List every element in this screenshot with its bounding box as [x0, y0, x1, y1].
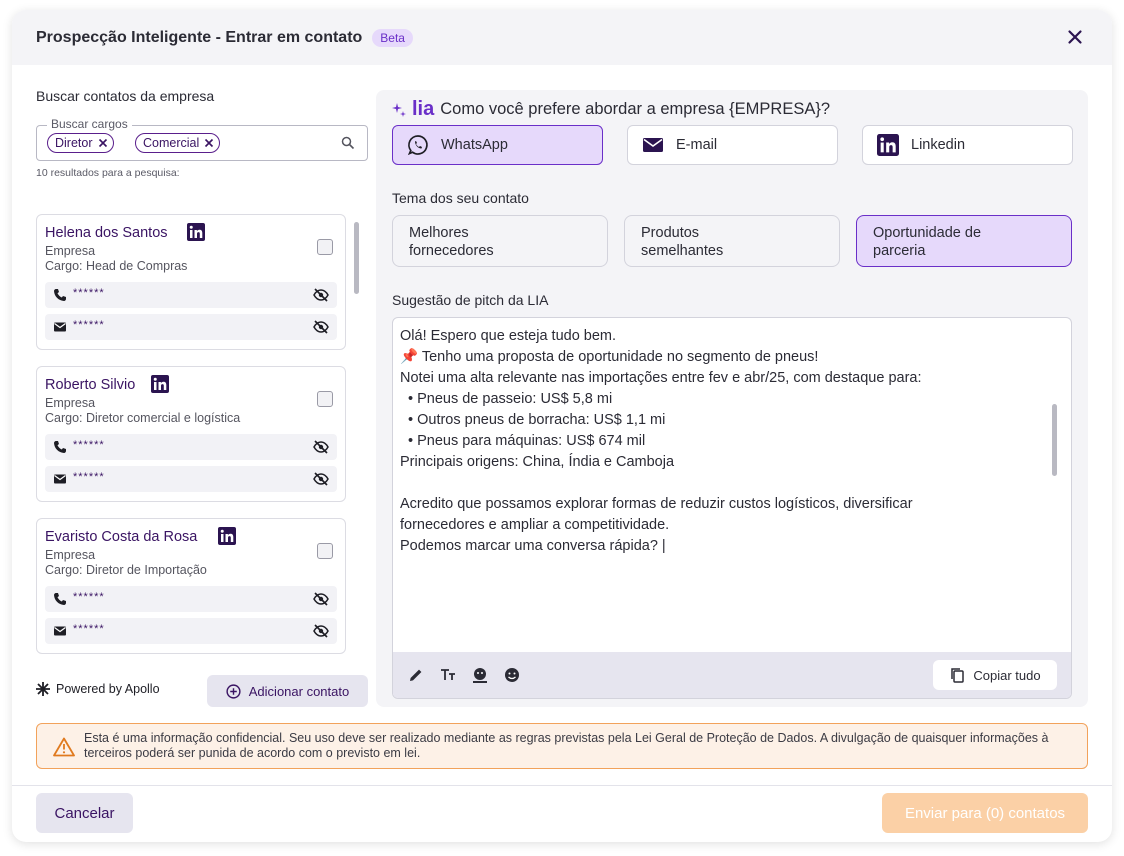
chip-diretor[interactable] — [47, 133, 114, 153]
contact-company: Empresa — [45, 396, 96, 410]
footer-divider — [12, 785, 1112, 786]
approach-panel — [376, 90, 1088, 707]
linkedin-icon[interactable] — [218, 527, 236, 545]
channel-label: E-mail — [676, 137, 718, 153]
lia-header — [392, 98, 830, 121]
search-roles-input[interactable] — [36, 117, 368, 161]
linkedin-icon[interactable] — [151, 375, 169, 393]
text-size-icon[interactable] — [439, 666, 457, 684]
linkedin-icon[interactable] — [187, 223, 205, 241]
pitch-editor[interactable] — [392, 317, 1072, 699]
send-button[interactable]: Enviar para (0) contatos — [882, 793, 1088, 833]
apollo-logo-icon — [36, 682, 50, 696]
topic-line: parceria — [873, 243, 926, 259]
phone-icon — [53, 288, 67, 302]
beta-badge: Beta — [372, 29, 413, 47]
contact-phone: ****** — [73, 439, 105, 451]
contact-phone-row — [45, 282, 337, 308]
linkedin-icon — [877, 134, 899, 156]
eye-off-icon[interactable] — [313, 591, 329, 607]
contact-phone-row — [45, 586, 337, 612]
channel-email[interactable] — [627, 125, 838, 165]
contact-phone: ****** — [73, 287, 105, 299]
close-icon[interactable] — [1064, 26, 1086, 48]
topic-melhores-fornecedores[interactable] — [392, 215, 608, 267]
contact-card — [36, 214, 346, 350]
results-count: 10 resultados para a pesquisa: — [36, 167, 180, 179]
powered-by-apollo — [36, 682, 160, 696]
copy-icon — [949, 667, 965, 683]
pitch-line: Notei uma alta relevante nas importações entre fev e abr/25, com destaque para: — [400, 370, 922, 386]
alert-message: Esta é uma informação confidencial. Seu uso deve ser realizado mediante as regras previstas pela Lei Geral de Proteção de Dados. A divulgação de quaisquer informações à terceiros poderá ser punida de acordo com o previsto em lei. — [84, 731, 1049, 760]
contacts-heading: Buscar contatos da empresa — [36, 88, 215, 104]
pitch-line: fornecedores e ampliar a competitividade. — [400, 517, 670, 533]
mail-icon — [53, 624, 67, 638]
pitch-line: Olá! Espero que esteja tudo bem. — [400, 328, 617, 344]
topic-line: Melhores — [409, 225, 469, 241]
channel-label: Linkedin — [911, 137, 966, 153]
topic-produtos-semelhantes[interactable] — [624, 215, 840, 267]
approach-question: Como você prefere abordar a empresa {EMPRESA}? — [440, 100, 831, 118]
channel-label: WhatsApp — [441, 137, 508, 153]
contact-company: Empresa — [45, 548, 96, 562]
emoji-icon[interactable] — [503, 666, 521, 684]
chip-comercial[interactable] — [135, 133, 220, 153]
emoji-pin-icon[interactable] — [471, 666, 489, 684]
lia-logo: lia — [412, 98, 435, 120]
editor-toolbar — [393, 652, 1071, 698]
contact-role: Cargo: Diretor comercial e logística — [45, 411, 241, 425]
contact-name: Helena dos Santos — [45, 225, 168, 241]
contact-name: Roberto Silvio — [45, 377, 136, 393]
contact-name: Evaristo Costa da Rosa — [45, 529, 198, 545]
contact-email: ****** — [73, 319, 105, 331]
topic-line: fornecedores — [409, 243, 494, 259]
topic-label: Tema dos seu contato — [392, 190, 529, 206]
topic-line: Produtos — [641, 225, 700, 241]
whatsapp-icon — [407, 134, 429, 156]
contact-role: Cargo: Diretor de Importação — [45, 563, 207, 577]
warning-icon — [53, 737, 75, 757]
sparkle-icon — [392, 103, 406, 117]
modal-header — [12, 10, 1112, 65]
contact-company: Empresa — [45, 244, 96, 258]
powered-by-label: Powered by Apollo — [56, 682, 160, 696]
topic-line: Oportunidade de — [873, 225, 982, 241]
pencil-icon[interactable] — [407, 666, 425, 684]
mail-icon — [53, 472, 67, 486]
contacts-panel — [36, 88, 370, 635]
eye-off-icon[interactable] — [313, 287, 329, 303]
chip-remove-icon[interactable] — [204, 138, 214, 148]
chip-label: Diretor — [55, 136, 93, 150]
mail-icon — [53, 320, 67, 334]
contact-email-row — [45, 314, 337, 340]
eye-off-icon[interactable] — [313, 319, 329, 335]
pitch-bullet: • Outros pneus de borracha: US$ 1,1 mi — [408, 412, 666, 428]
contact-email: ****** — [73, 623, 105, 635]
chip-label: Comercial — [143, 136, 200, 150]
contact-checkbox[interactable] — [317, 391, 333, 407]
pitch-line: Podemos marcar uma conversa rápida? | — [400, 538, 666, 554]
topic-line: semelhantes — [641, 243, 724, 259]
eye-off-icon[interactable] — [313, 439, 329, 455]
topic-oportunidade-parceria[interactable] — [856, 215, 1072, 267]
modal — [12, 10, 1112, 842]
pitch-line: Principais origens: China, Índia e Camboja — [400, 454, 675, 470]
eye-off-icon[interactable] — [313, 623, 329, 639]
pitch-scrollbar[interactable] — [1052, 404, 1057, 476]
phone-icon — [53, 440, 67, 454]
pitch-bullet: • Pneus para máquinas: US$ 674 mil — [408, 433, 646, 449]
contact-checkbox[interactable] — [317, 239, 333, 255]
contact-email-row — [45, 618, 337, 644]
contact-card — [36, 366, 346, 502]
mail-icon — [642, 134, 664, 156]
contact-card — [36, 518, 346, 654]
chip-remove-icon[interactable] — [98, 138, 108, 148]
contact-email: ****** — [73, 471, 105, 483]
channel-linkedin[interactable] — [862, 125, 1073, 165]
contact-phone: ****** — [73, 591, 105, 603]
add-contact-button[interactable] — [207, 675, 368, 707]
contact-role: Cargo: Head de Compras — [45, 259, 188, 273]
contacts-scrollbar[interactable] — [354, 222, 359, 294]
modal-title: Prospecção Inteligente - Entrar em contato — [36, 28, 363, 46]
channel-whatsapp[interactable] — [392, 125, 603, 165]
copy-all-button[interactable] — [933, 660, 1057, 690]
phone-icon — [53, 592, 67, 606]
copy-all-label: Copiar tudo — [973, 667, 1041, 683]
pitch-line: Acredito que possamos explorar formas de reduzir custos logísticos, diversificar — [400, 496, 913, 512]
pitch-blank-line — [400, 473, 922, 494]
search-icon[interactable] — [341, 136, 355, 150]
search-legend: Buscar cargos — [47, 117, 132, 131]
pitch-text[interactable] — [400, 326, 922, 557]
pitch-line: 📌 Tenho uma proposta de oportunidade no segmento de pneus! — [400, 349, 819, 365]
contact-email-row — [45, 466, 337, 492]
add-circle-icon — [226, 684, 241, 699]
eye-off-icon[interactable] — [313, 471, 329, 487]
pitch-bullet: • Pneus de passeio: US$ 5,8 mi — [408, 391, 613, 407]
lgpd-alert — [36, 723, 1088, 769]
cancel-button[interactable]: Cancelar — [36, 793, 133, 833]
add-contact-label: Adicionar contato — [248, 683, 350, 699]
contact-checkbox[interactable] — [317, 543, 333, 559]
pitch-label: Sugestão de pitch da LIA — [392, 292, 549, 308]
contact-phone-row — [45, 434, 337, 460]
